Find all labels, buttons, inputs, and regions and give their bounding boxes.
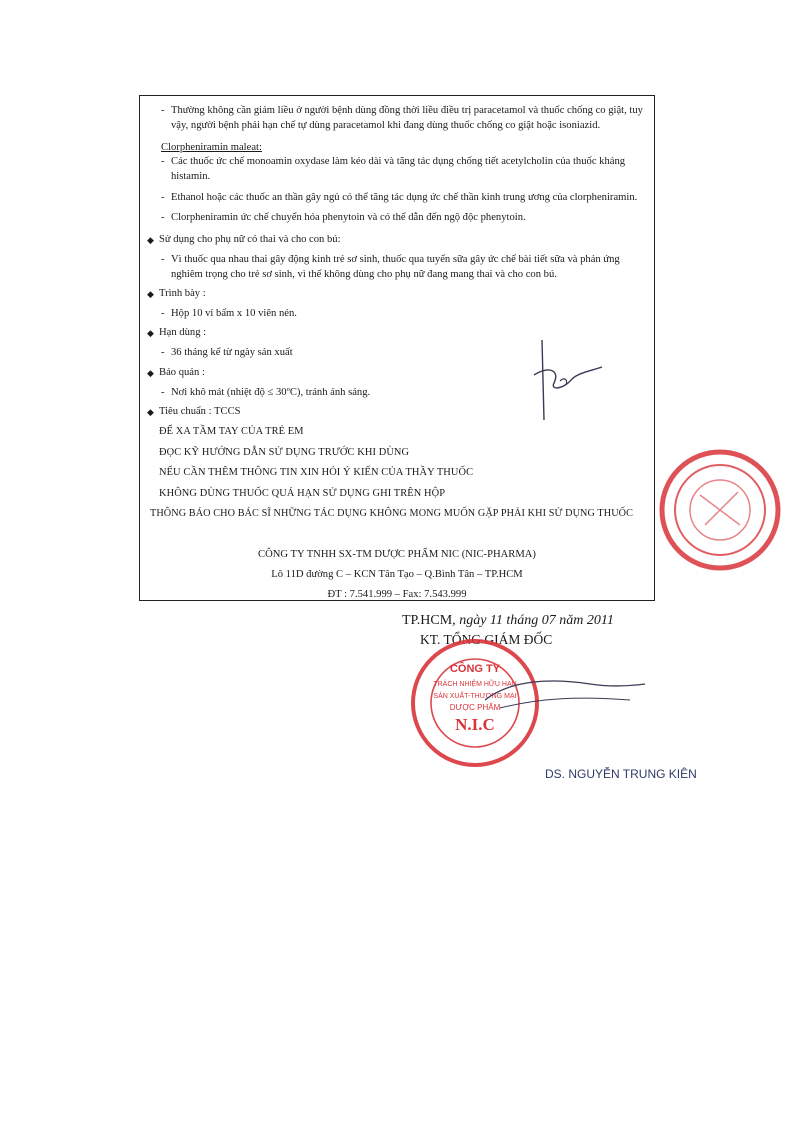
dash: -	[161, 308, 165, 319]
stamp-line-3: SẢN XUẤT-THƯƠNG MẠI	[433, 693, 517, 700]
dash: -	[161, 387, 165, 398]
warning-line: THÔNG BÁO CHO BÁC SĨ NHỮNG TÁC DỤNG KHÔNG MONG MUỐN GẶP PHẢI KHI SỬ DỤNG THUỐC	[150, 508, 634, 519]
dash: -	[161, 212, 165, 223]
warning-line: ĐỂ XA TẦM TAY CỦA TRẺ EM	[159, 426, 304, 437]
dash: -	[161, 347, 165, 358]
footer-title: KT. TỔNG GIÁM ĐỐC	[420, 632, 553, 647]
section-heading-clorpheniramin: Clorpheniramin maleat:	[161, 142, 262, 153]
text-line: Nơi khô mát (nhiệt độ ≤ 30ºC), tránh ánh sáng.	[171, 387, 371, 398]
stamp-line-2: TRÁCH NHIỆM HỮU HẠN	[433, 681, 517, 688]
diamond-bullet-icon: ◆	[147, 289, 154, 299]
warning-line: KHÔNG DÙNG THUỐC QUÁ HẠN SỬ DỤNG GHI TRÊN HỘP	[159, 488, 446, 499]
section-heading-standard: Tiêu chuẩn : TCCS	[159, 406, 241, 417]
dash: -	[161, 105, 165, 116]
text-line: 36 tháng kể từ ngày sản xuất	[171, 347, 293, 358]
text-line: Clorpheniramin ức chế chuyển hóa phenytoin và có thể dẫn đến ngộ độc phenytoin.	[171, 212, 526, 223]
company-name: CÔNG TY TNHH SX-TM DƯỢC PHẨM NIC (NIC-PHARMA)	[258, 549, 536, 560]
section-heading-storage: Bảo quản :	[159, 367, 205, 378]
stamp-line-5: N.I.C	[455, 715, 495, 734]
footer-date	[402, 613, 614, 629]
stamp-line-4: DƯỢC PHẨM	[449, 703, 501, 712]
text-line: vậy, người bệnh phải hạn chế tự dùng paracetamol khi đang dùng thuốc chống co giật hoặc isoniazid.	[171, 120, 601, 131]
partial-seal-stamp-icon	[630, 440, 800, 580]
stamp-line-1: CÔNG TY	[449, 663, 501, 675]
diamond-bullet-icon: ◆	[147, 368, 154, 378]
warning-line: NẾU CẦN THÊM THÔNG TIN XIN HỎI Ý KIẾN CỦA THẦY THUỐC	[159, 467, 474, 478]
text-line: histamin.	[171, 171, 211, 182]
signature-scribble-icon	[520, 335, 610, 425]
footer-date-text: ngày 11 tháng 07 năm 2011	[459, 613, 614, 628]
company-phone: ĐT : 7.541.999 – Fax: 7.543.999	[327, 589, 467, 600]
director-signature-icon	[480, 670, 650, 720]
diamond-bullet-icon: ◆	[147, 407, 154, 417]
signer-name: DS. NGUYỄN TRUNG KIÊN	[545, 767, 697, 781]
text-line: Hộp 10 vỉ bấm x 10 viên nén.	[171, 308, 297, 319]
dash: -	[161, 156, 165, 167]
dash: -	[161, 254, 165, 265]
company-address: Lô 11D đường C – KCN Tân Tạo – Q.Bình Tân – TP.HCM	[271, 569, 523, 580]
section-heading-expiry: Hạn dùng :	[159, 327, 207, 338]
section-heading-pregnancy: Sử dụng cho phụ nữ có thai và cho con bú:	[159, 234, 341, 245]
diamond-bullet-icon: ◆	[147, 328, 154, 338]
dash: -	[161, 192, 165, 203]
diamond-bullet-icon: ◆	[147, 235, 154, 245]
text-line: Vì thuốc qua nhau thai gây động kinh trẻ sơ sinh, thuốc qua tuyến sữa gây ức chế bài tiết sữa và phản ứng	[171, 254, 620, 265]
text-line: Các thuốc ức chế monoamin oxydase làm kéo dài và tăng tác dụng chống tiết acetylcholin của thuốc kháng	[171, 156, 626, 167]
text-line: Ethanol hoặc các thuốc an thần gây ngủ có thể tăng tác dụng ức chế thần kinh trung ương của clorpheniramin.	[171, 192, 638, 203]
text-line: Thường không cần giảm liều ở người bệnh dùng đồng thời liều điều trị paracetamol và thuốc chống co giật, tuy	[171, 105, 643, 116]
warning-line: ĐỌC KỸ HƯỚNG DẪN SỬ DỤNG TRƯỚC KHI DÙNG	[159, 447, 410, 458]
text-line: nghiêm trọng cho trẻ sơ sinh, vì thế không dùng cho phụ nữ đang mang thai và cho con bú.	[171, 269, 557, 280]
footer-place: TP.HCM,	[402, 613, 460, 628]
section-heading-presentation: Trình bày :	[159, 288, 206, 299]
